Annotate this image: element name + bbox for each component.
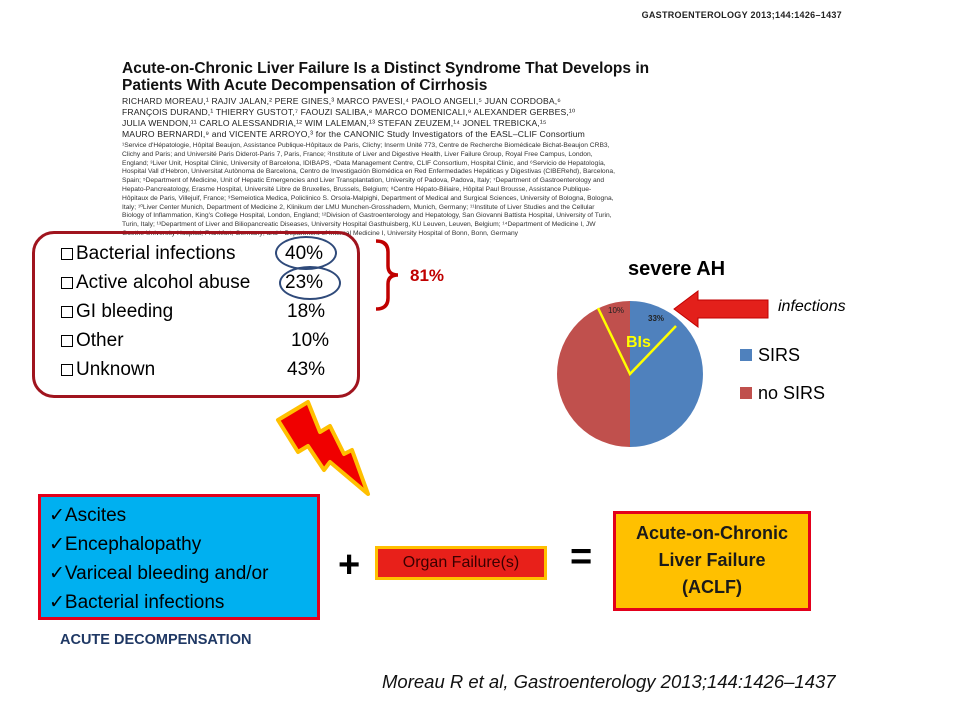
paper-affiliations (122, 142, 842, 239)
checkbox-icon (61, 248, 73, 260)
affiliation-line: Turin, Italy; ¹³Department of Liver and Biliopancreatic Diseases, University Hospital Gasthuisberg, KU Leuven, Leuven, Belgium; ¹⁴Department of Medicine I, JW (122, 221, 596, 229)
acute-decompensation-box (38, 494, 320, 620)
journal-citation-header: GASTROENTEROLOGY 2013;144:1426–1437 (641, 10, 842, 20)
affiliation-line: Spain; ⁵Department of Medicine, Unit of Hepatic Emergencies and Liver Transplantation, University of Padova, Padova, Italy; ⁷Department of Gastroenterology and (122, 177, 605, 185)
ad-item-label: Ascites (64, 505, 127, 526)
highlight-circle (279, 266, 341, 300)
legend-item-no-sirs (740, 383, 825, 404)
etiology-label: GI bleeding (76, 301, 174, 322)
ad-item-label: Encephalopathy (64, 534, 202, 555)
etiology-value: 23% (285, 272, 324, 293)
legend-swatch (740, 387, 752, 399)
etiology-value: 10% (291, 330, 330, 351)
author-line: RICHARD MOREAU,¹ RAJIV JALAN,² PERE GINES,³ MARCO PAVESI,⁴ PAOLO ANGELI,⁵ JUAN CORDOBA,⁶ (122, 96, 561, 106)
curly-brace-icon (372, 238, 408, 312)
ad-item-variceal-bleeding (49, 563, 268, 585)
etiology-item-unknown (61, 359, 155, 381)
affiliation-line: England; ³Liver Unit, Hospital Clinic, University of Barcelona, IDIBAPS, ⁴Data Management Centre, CLIF Consortium, Hospital Clinic, and ⁶Servicio de Hepatología, (122, 159, 606, 167)
combined-percentage: 81% (410, 266, 445, 285)
affiliation-line: Goethe University Hospital, Frankfurt, Germany; and ¹⁵Department of Internal Medicine I, University Hospital of Bonn, Bonn, Germany (122, 229, 519, 237)
legend-item-sirs (740, 345, 800, 366)
left-arrow-icon (672, 288, 772, 330)
affiliation-line: Clichy and Paris; and Université Paris Diderot-Paris 7, Paris, France; ²Institute of Liver and Digestive Health, Liver Failure Group, Royal Free Campus, London, (122, 150, 593, 158)
checkmark-icon: ✓ (49, 534, 65, 555)
affiliation-line: ¹Service d'Hépatologie, Hôpital Beaujon, Assistance Publique-Hôpitaux de Paris, Clichy; Inserm Unité 773, Centre de Recherche Biomédicale Bichat-Beaujon CRB3, (122, 142, 610, 149)
etiology-value: 43% (287, 359, 326, 380)
ad-item-label: Bacterial infections (64, 592, 225, 613)
paper-authors (122, 96, 842, 140)
lightning-bolt-icon (268, 398, 378, 498)
ad-item-encephalopathy (49, 534, 201, 556)
legend-label: SIRS (758, 345, 801, 365)
etiology-label: Unknown (76, 359, 156, 380)
pie-label-10: 10% (608, 306, 625, 315)
highlight-circle (275, 236, 337, 270)
infections-label: infections (778, 298, 846, 315)
author-line: JULIA WENDON,¹¹ CARLO ALESSANDRIA,¹² WIM LALEMAN,¹³ STEFAN ZEUZEM,¹⁴ JONEL TREBICKA,¹⁵ (122, 118, 547, 128)
legend-swatch (740, 349, 752, 361)
pie-slice-no-sirs (557, 301, 630, 447)
affiliation-line: Italy; ¹⁰Liver Center Munich, Department of Medicine 2, Klinikum der LMU Munchen-Grosshadern, Munich, Germany; ¹¹Institute of Liver Studies and the Cellular (122, 203, 595, 211)
etiology-item-alcohol-abuse (61, 272, 250, 294)
ad-item-bacterial-infections (49, 592, 224, 614)
organ-failure-box: Organ Failure(s) (375, 546, 547, 580)
precipitating-events-box (32, 231, 360, 398)
checkbox-icon (61, 335, 73, 347)
affiliation-line: Biology of Inflammation, King's College Hospital, London, England; ¹²Division of Gastroenterology and Hepatology, San Giovanni Battista Hospital, University of Turin, (122, 212, 612, 220)
acute-decompensation-caption: ACUTE DECOMPENSATION (60, 632, 252, 648)
plus-sign: + (338, 544, 361, 586)
paper-title (122, 60, 842, 94)
affiliation-line: Hepato-Pancreatology, Erasme Hospital, Université Libre de Bruxelles, Brussels, Belgium; ⁸Centre Hépato-Biliaire, Hôpital Paul Brousse, Assistance Publique- (122, 185, 592, 193)
ad-item-label: Variceal bleeding and/or (64, 563, 269, 584)
legend-label: no SIRS (758, 383, 826, 403)
checkmark-icon: ✓ (49, 563, 65, 584)
affiliation-line: Hôpitaux de Paris, Villejuif, France; ⁹Semeiotica Medica, Policlinico S. Orsola-Malpighi, Department of Medical and Surgical Sciences, University of Bologna, Bologna, (122, 194, 614, 202)
aclf-line: (ACLF) (682, 577, 742, 597)
etiology-item-bacterial-infections (61, 243, 235, 265)
etiology-value: 18% (287, 301, 326, 322)
aclf-line: Liver Failure (658, 550, 766, 570)
aclf-line: Acute-on-Chronic (636, 523, 788, 543)
paper-title-line: Acute-on-Chronic Liver Failure Is a Distinct Syndrome That Develops in (122, 60, 650, 77)
checkbox-icon (61, 277, 73, 289)
author-line: MAURO BERNARDI,⁹ and VICENTE ARROYO,³ for the CANONIC Study Investigators of the EASL–CLIF Consortium (122, 129, 585, 139)
paper-title-line: Patients With Acute Decompensation of Cirrhosis (122, 77, 488, 94)
etiology-label: Active alcohol abuse (76, 272, 251, 293)
pie-label-33: 33% (648, 314, 665, 323)
equals-sign: = (570, 536, 593, 578)
ad-item-ascites (49, 505, 126, 527)
aclf-box (613, 511, 811, 611)
checkmark-icon: ✓ (49, 505, 65, 526)
etiology-item-other (61, 330, 124, 352)
etiology-item-gi-bleeding (61, 301, 173, 323)
checkmark-icon: ✓ (49, 592, 65, 613)
pie-title: severe AH (628, 258, 726, 280)
etiology-label: Other (76, 330, 124, 351)
reference-citation: Moreau R et al, Gastroenterology 2013;144:1426–1437 (382, 671, 836, 692)
etiology-label: Bacterial infections (76, 243, 236, 264)
checkbox-icon (61, 364, 73, 376)
etiology-value: 40% (285, 243, 324, 264)
bis-label: BIs (626, 334, 651, 351)
affiliation-line: Hospital Vall d'Hebron, Universitat Autònoma de Barcelona, Centro de Investigación Biomédica en Red Enfermedades Hepáticas y Digestivas (CIBERehd), Barcelona, (122, 168, 615, 176)
author-line: FRANÇOIS DURAND,¹ THIERRY GUSTOT,⁷ FAOUZI SALIBA,⁸ MARCO DOMENICALI,⁹ ALEXANDER GERBES,¹⁰ (122, 107, 576, 117)
checkbox-icon (61, 306, 73, 318)
